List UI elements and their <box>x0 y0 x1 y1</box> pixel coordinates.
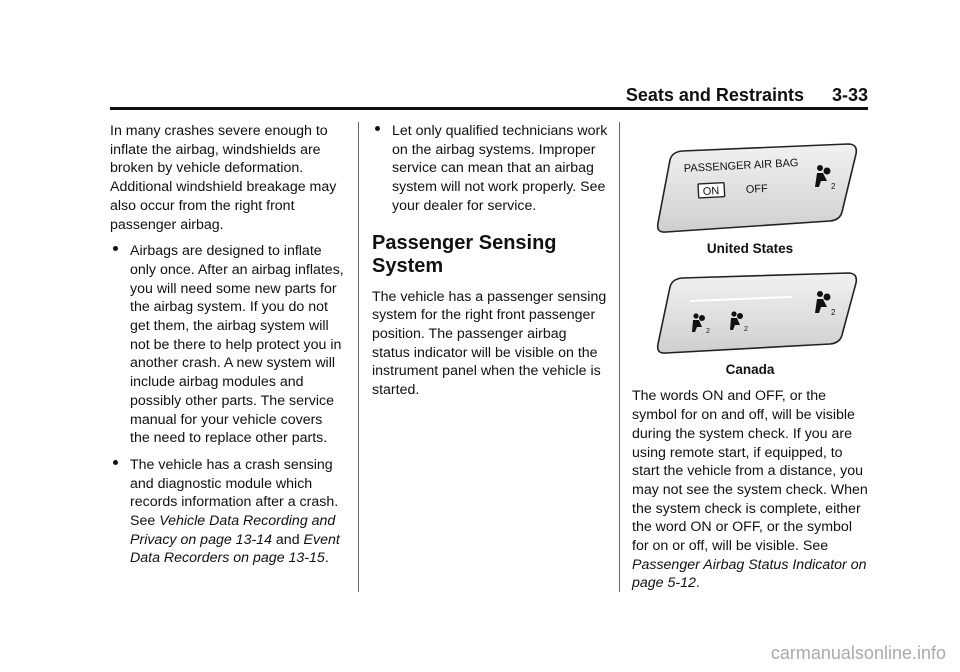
bullet-text: . <box>324 550 329 567</box>
us-figure-label: PASSENGER AIR BAG <box>683 157 799 175</box>
svg-text:2: 2 <box>706 327 710 335</box>
system-check-paragraph <box>632 387 868 593</box>
us-figure-caption: United States <box>706 241 794 256</box>
column-divider <box>358 122 359 592</box>
bullet-qualified-technicians: Let only qualified technicians work on the airbag systems. Improper service can mean that an airbag system will not work properly. See your dealer for service. <box>372 122 608 216</box>
us-figure-off: OFF <box>745 182 769 196</box>
link-vehicle-data-recording[interactable]: Vehicle Data Recording and Privacy on page 13-14 <box>130 513 336 548</box>
sensing-paragraph: The vehicle has a passenger sensing system for the right front passenger position. The passenger airbag status indicator will be visible on the instrument panel when the vehicle is started. <box>372 288 607 399</box>
column-divider <box>619 122 620 592</box>
page-number: 3-33 <box>831 84 868 105</box>
us-figure-on: ON <box>702 185 720 198</box>
svg-text:2: 2 <box>831 307 836 317</box>
bullet-text: The vehicle has a crash sensing and diagnostic module which records information after a crash. See <box>130 456 339 530</box>
svg-text:2: 2 <box>831 182 836 191</box>
link-passenger-airbag-status[interactable]: Passenger Airbag Status Indicator on page 5-12 <box>632 556 867 592</box>
bullet-crash-sensing <box>110 456 346 568</box>
column-1 <box>110 122 346 576</box>
section-heading: Passenger Sensing System <box>372 231 557 277</box>
column-2 <box>372 122 608 408</box>
watermark: carmanualsonline.info <box>770 643 946 663</box>
section-title: Seats and Restraints <box>625 84 804 105</box>
page-header <box>110 82 868 108</box>
canada-indicator-figure <box>652 271 862 355</box>
svg-text:2: 2 <box>744 325 748 333</box>
canada-figure-caption: Canada <box>725 361 775 377</box>
paragraph-text: . <box>695 575 700 592</box>
paragraph-text: The words ON and OFF, or the symbol for on and off, will be visible during the system check. If you are using remote start, if equipped, to start the vehicle from a distance, you may not see the system check. When the system check is complete, either the word ON or OFF, or the symbol for on or off, will be visible. See <box>632 388 868 555</box>
bullet-inflate-once: Airbags are designed to inflate only once. After an airbag inflates, you will need some new parts for the airbag system. If you do not get them, the airbag system will not be there to help protect you in another crash. A new system will include airbag modules and possibly other parts. The service manual for your vehicle covers the need to replace other parts. <box>110 242 346 448</box>
column-3 <box>632 122 868 601</box>
header-rule <box>110 107 868 110</box>
intro-paragraph: In many crashes severe enough to inflate the airbag, windshields are broken by vehicle deformation. Additional windshield breakage may also occur from the right front passenger airbag. <box>110 123 337 233</box>
bullet-text: and <box>271 531 304 548</box>
link-event-data-recorders[interactable]: Event Data Recorders on page 13-15 <box>130 531 340 567</box>
us-indicator-figure <box>652 142 862 234</box>
